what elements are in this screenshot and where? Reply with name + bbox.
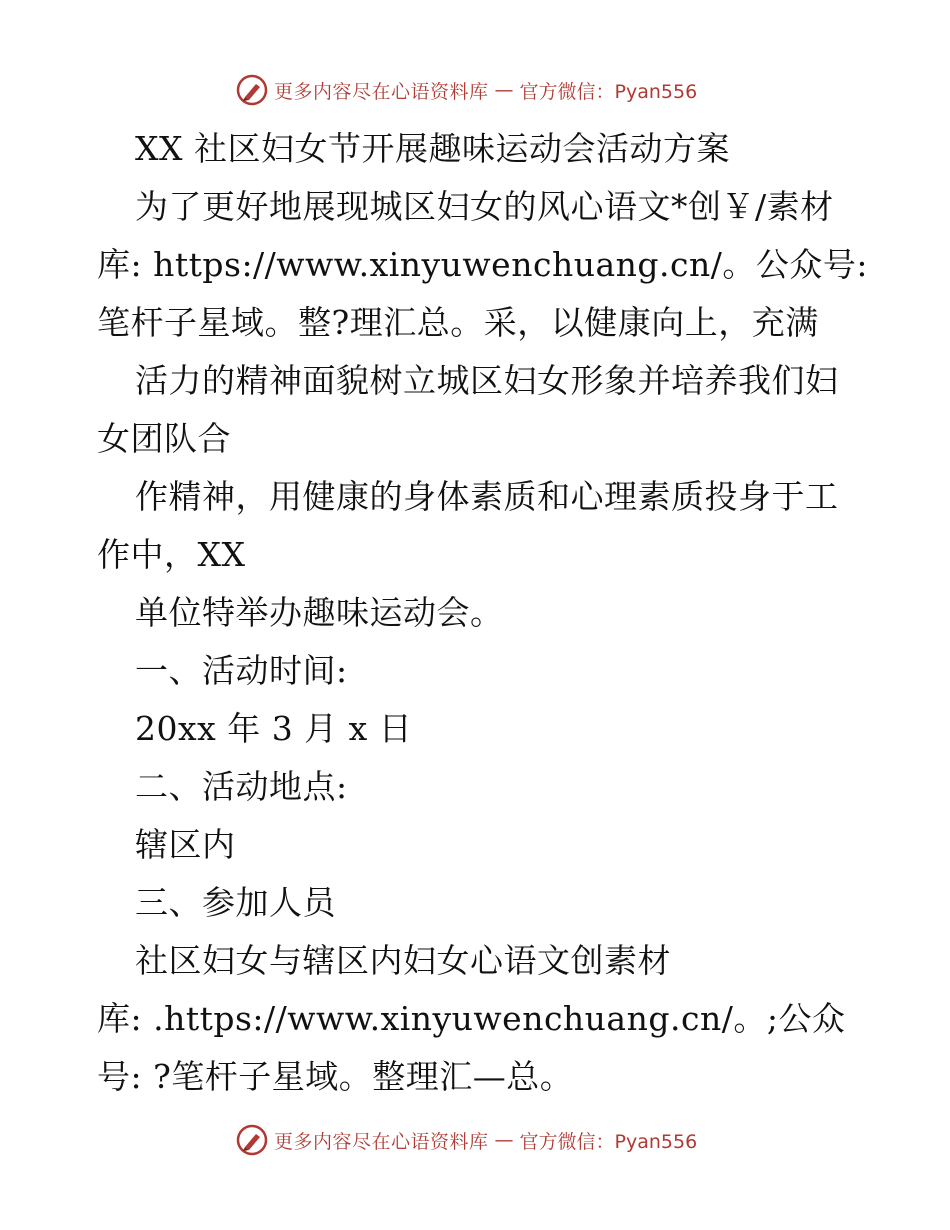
paragraph-line: 单位特举办趣味运动会。 <box>135 593 504 632</box>
paragraph-line: 号: ?笔杆子星域。整理汇—总。 <box>97 1057 574 1096</box>
footer-watermark <box>236 1122 756 1158</box>
paragraph-line: 辖区内 <box>135 825 236 864</box>
paragraph-line: 库: https://www.xinyuwenchuang.cn/。公众号: <box>97 245 868 284</box>
watermark-text: 更多内容尽在心语资料库 <box>274 80 489 103</box>
pen-logo-icon <box>236 74 268 106</box>
paragraph-line: 为了更好地展现城区妇女的风心语文*创￥/素材 <box>135 187 834 226</box>
paragraph-line: 社区妇女与辖区内妇女心语文创素材 <box>135 941 671 980</box>
paragraph-line: 笔杆子星域。整?理汇总。采，以健康向上，充满 <box>97 303 819 342</box>
paragraph-line: 库: .https://www.xinyuwenchuang.cn/。;公众 <box>97 999 846 1038</box>
pen-logo-icon <box>236 1124 268 1156</box>
watermark-separator: — <box>494 1129 514 1151</box>
watermark-wechat: 官方微信：Pyan556 <box>519 80 698 103</box>
section-heading: 二、活动地点: <box>135 767 348 806</box>
section-heading: 一、活动时间: <box>135 651 348 690</box>
watermark-wechat: 官方微信：Pyan556 <box>519 1130 698 1153</box>
document-title: XX 社区妇女节开展趣味运动会活动方案 <box>135 129 730 168</box>
watermark-separator: — <box>494 79 514 101</box>
paragraph-line: 作精神，用健康的身体素质和心理素质投身于工 <box>135 477 839 516</box>
paragraph-line: 作中，XX <box>97 535 246 574</box>
document-body <box>97 120 868 1106</box>
section-heading: 三、参加人员 <box>135 883 336 922</box>
watermark-text: 更多内容尽在心语资料库 <box>274 1130 489 1153</box>
paragraph-line: 女团队合 <box>97 419 231 458</box>
paragraph-line: 活力的精神面貌树立城区妇女形象并培养我们妇 <box>135 361 839 400</box>
paragraph-line: 20xx 年 3 月 x 日 <box>135 709 413 748</box>
header-watermark <box>236 72 756 108</box>
